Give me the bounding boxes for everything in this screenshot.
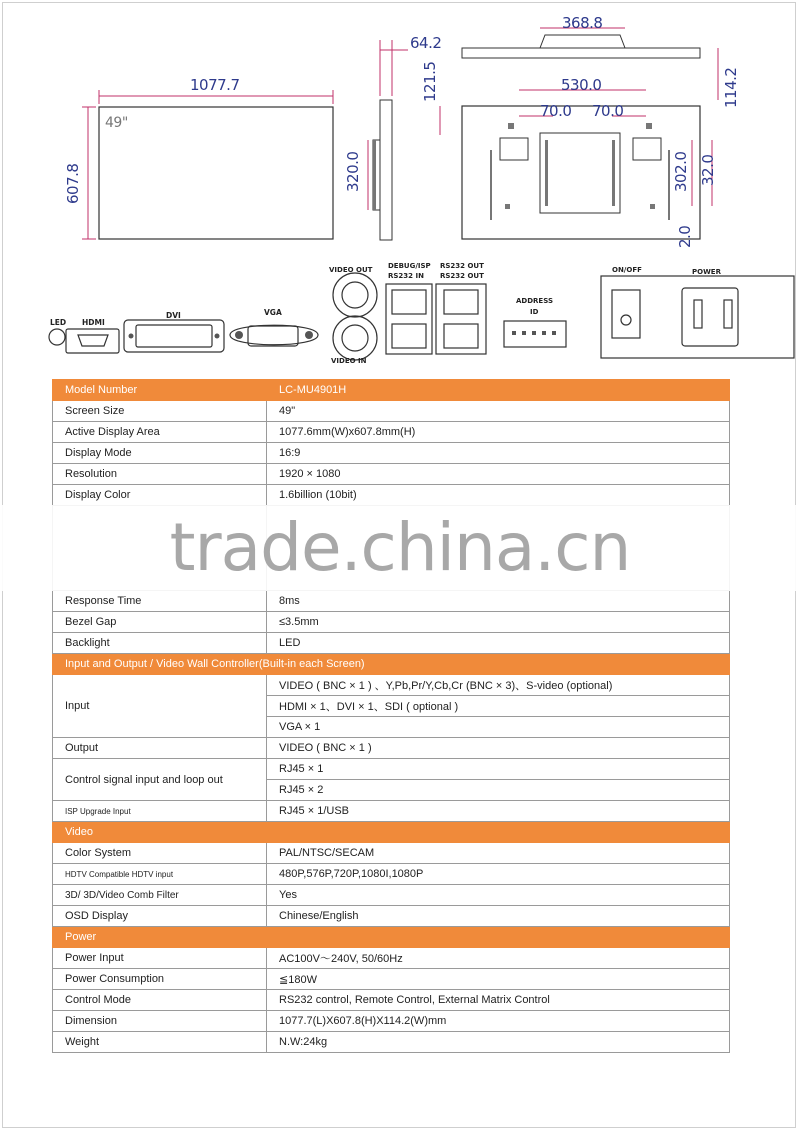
row-label: Screen Size (53, 401, 267, 422)
table-row (53, 675, 730, 696)
table-row (53, 1011, 730, 1032)
label-power: POWER (692, 268, 721, 276)
bnc-video-in (333, 316, 377, 360)
row-value: VIDEO ( BNC × 1 ) (267, 738, 730, 759)
dim-front-height: 607.8 (64, 163, 82, 204)
side-view-outline (380, 100, 392, 240)
label-address: ADDRESS (516, 297, 553, 305)
dim-side-depth: 64.2 (410, 34, 442, 52)
label-hdmi: HDMI (82, 318, 105, 327)
table-row (53, 759, 730, 780)
section-header-video: Video (53, 822, 730, 843)
row-value: Chinese/English (267, 906, 730, 927)
rj45-debug-block (386, 284, 432, 354)
row-value: RJ45 × 1 (267, 759, 730, 780)
power-switch-shape (612, 290, 640, 338)
power-socket-shape (682, 288, 738, 346)
table-row (53, 801, 730, 822)
table-row (53, 738, 730, 759)
table-row (53, 401, 730, 422)
table-row (53, 485, 730, 506)
row-value: RJ45 × 2 (267, 780, 730, 801)
row-value: HDMI × 1、DVI × 1、SDI ( optional ) (267, 696, 730, 717)
dim-back-depth: 114.2 (722, 67, 740, 108)
top-view-outline (462, 48, 700, 58)
dim-front-width: 1077.7 (190, 76, 240, 94)
row-value: Yes (267, 885, 730, 906)
row-label: Backlight (53, 633, 267, 654)
row-value: LED (267, 633, 730, 654)
row-value: VIDEO ( BNC × 1 ) 、Y,Pb,Pr/Y,Cb,Cr (BNC × 3)、S-video (optional) (267, 675, 730, 696)
watermark (0, 505, 800, 591)
table-row (53, 864, 730, 885)
hdmi-port-shape (66, 329, 119, 353)
table-row (53, 1032, 730, 1053)
led-indicator (49, 329, 65, 345)
label-debug-isp: DEBUG/ISP (388, 262, 431, 270)
section-header-io: Input and Output / Video Wall Controller(Built-in each Screen) (53, 654, 730, 675)
dim-back-hole-vertical: 32.0 (699, 154, 717, 186)
front-view-outline (99, 107, 333, 239)
table-row (53, 612, 730, 633)
table-row (53, 906, 730, 927)
row-value: 1077.6mm(W)x607.8mm(H) (267, 422, 730, 443)
row-value: AC100V〜240V, 50/60Hz (267, 948, 730, 969)
table-row (53, 591, 730, 612)
row-label: Output (53, 738, 267, 759)
dim-back-top-offset: 121.5 (421, 61, 439, 102)
row-value: PAL/NTSC/SECAM (267, 843, 730, 864)
dim-back-vesa-height: 302.0 (672, 151, 690, 192)
back-view-outline (462, 106, 700, 239)
dim-top-width: 368.8 (562, 14, 603, 32)
row-value: 1077.7(L)X607.8(H)X114.2(W)mm (267, 1011, 730, 1032)
row-label: Display Mode (53, 443, 267, 464)
dim-back-hole-right: 70.0 (592, 102, 624, 120)
row-value: ≦180W (267, 969, 730, 990)
dim-back-bottom: 2.0 (676, 225, 694, 248)
row-label: Color System (53, 843, 267, 864)
label-rs232-in: RS232 IN (388, 272, 424, 280)
row-label: ISP Upgrade Input (53, 801, 267, 822)
row-value: RJ45 × 1/USB (267, 801, 730, 822)
table-row (53, 443, 730, 464)
row-value: 1920 × 1080 (267, 464, 730, 485)
row-value: RS232 control, Remote Control, External Matrix Control (267, 990, 730, 1011)
row-value: 49" (267, 401, 730, 422)
row-label: Control Mode (53, 990, 267, 1011)
row-label: Response Time (53, 591, 267, 612)
table-row (53, 885, 730, 906)
input-label: Input (53, 675, 267, 738)
label-vga: VGA (264, 308, 282, 317)
section-header-power: Power (53, 927, 730, 948)
row-label: Dimension (53, 1011, 267, 1032)
row-label: Power Consumption (53, 969, 267, 990)
label-on-off: ON/OFF (612, 266, 642, 274)
control-label: Control signal input and loop out (53, 759, 267, 801)
spec-header-model (53, 380, 730, 401)
row-value: ≤3.5mm (267, 612, 730, 633)
label-rs232-out-1: RS232 OUT (440, 262, 484, 270)
dim-back-vesa-width: 530.0 (561, 76, 602, 94)
spec-table (52, 379, 730, 1053)
label-led: LED (50, 318, 67, 327)
row-label: Resolution (53, 464, 267, 485)
row-label: OSD Display (53, 906, 267, 927)
technical-drawings (0, 0, 800, 370)
row-label: 3D/ 3D/Video Comb Filter (53, 885, 267, 906)
table-row (53, 969, 730, 990)
dim-back-hole-left: 70.0 (540, 102, 572, 120)
bnc-video-out (333, 273, 377, 317)
table-row (53, 948, 730, 969)
screen-size-label: 49" (105, 115, 128, 131)
label-rs232-out-2: RS232 OUT (440, 272, 484, 280)
row-value: 16:9 (267, 443, 730, 464)
vga-port-shape (230, 325, 318, 345)
row-label: Display Color (53, 485, 267, 506)
label-id: ID (530, 308, 539, 316)
row-label: Bezel Gap (53, 612, 267, 633)
row-label: Power Input (53, 948, 267, 969)
watermark-text: trade.china.cn (169, 509, 631, 586)
row-value: VGA × 1 (267, 717, 730, 738)
label-video-in: VIDEO IN (331, 357, 367, 365)
model-number-label: Model Number (53, 380, 267, 401)
label-dvi: DVI (166, 311, 181, 320)
row-value: 1.6billion (10bit) (267, 485, 730, 506)
model-number-value: LC-MU4901H (267, 380, 730, 401)
dim-side-height: 320.0 (344, 151, 362, 192)
table-row (53, 422, 730, 443)
row-value: 480P,576P,720P,1080I,1080P (267, 864, 730, 885)
row-value: N.W:24kg (267, 1032, 730, 1053)
table-row (53, 633, 730, 654)
table-row (53, 843, 730, 864)
table-row (53, 464, 730, 485)
label-video-out: VIDEO OUT (329, 266, 373, 274)
row-label: Weight (53, 1032, 267, 1053)
row-label: HDTV Compatible HDTV input (53, 864, 267, 885)
row-label: Active Display Area (53, 422, 267, 443)
row-value: 8ms (267, 591, 730, 612)
table-row (53, 990, 730, 1011)
